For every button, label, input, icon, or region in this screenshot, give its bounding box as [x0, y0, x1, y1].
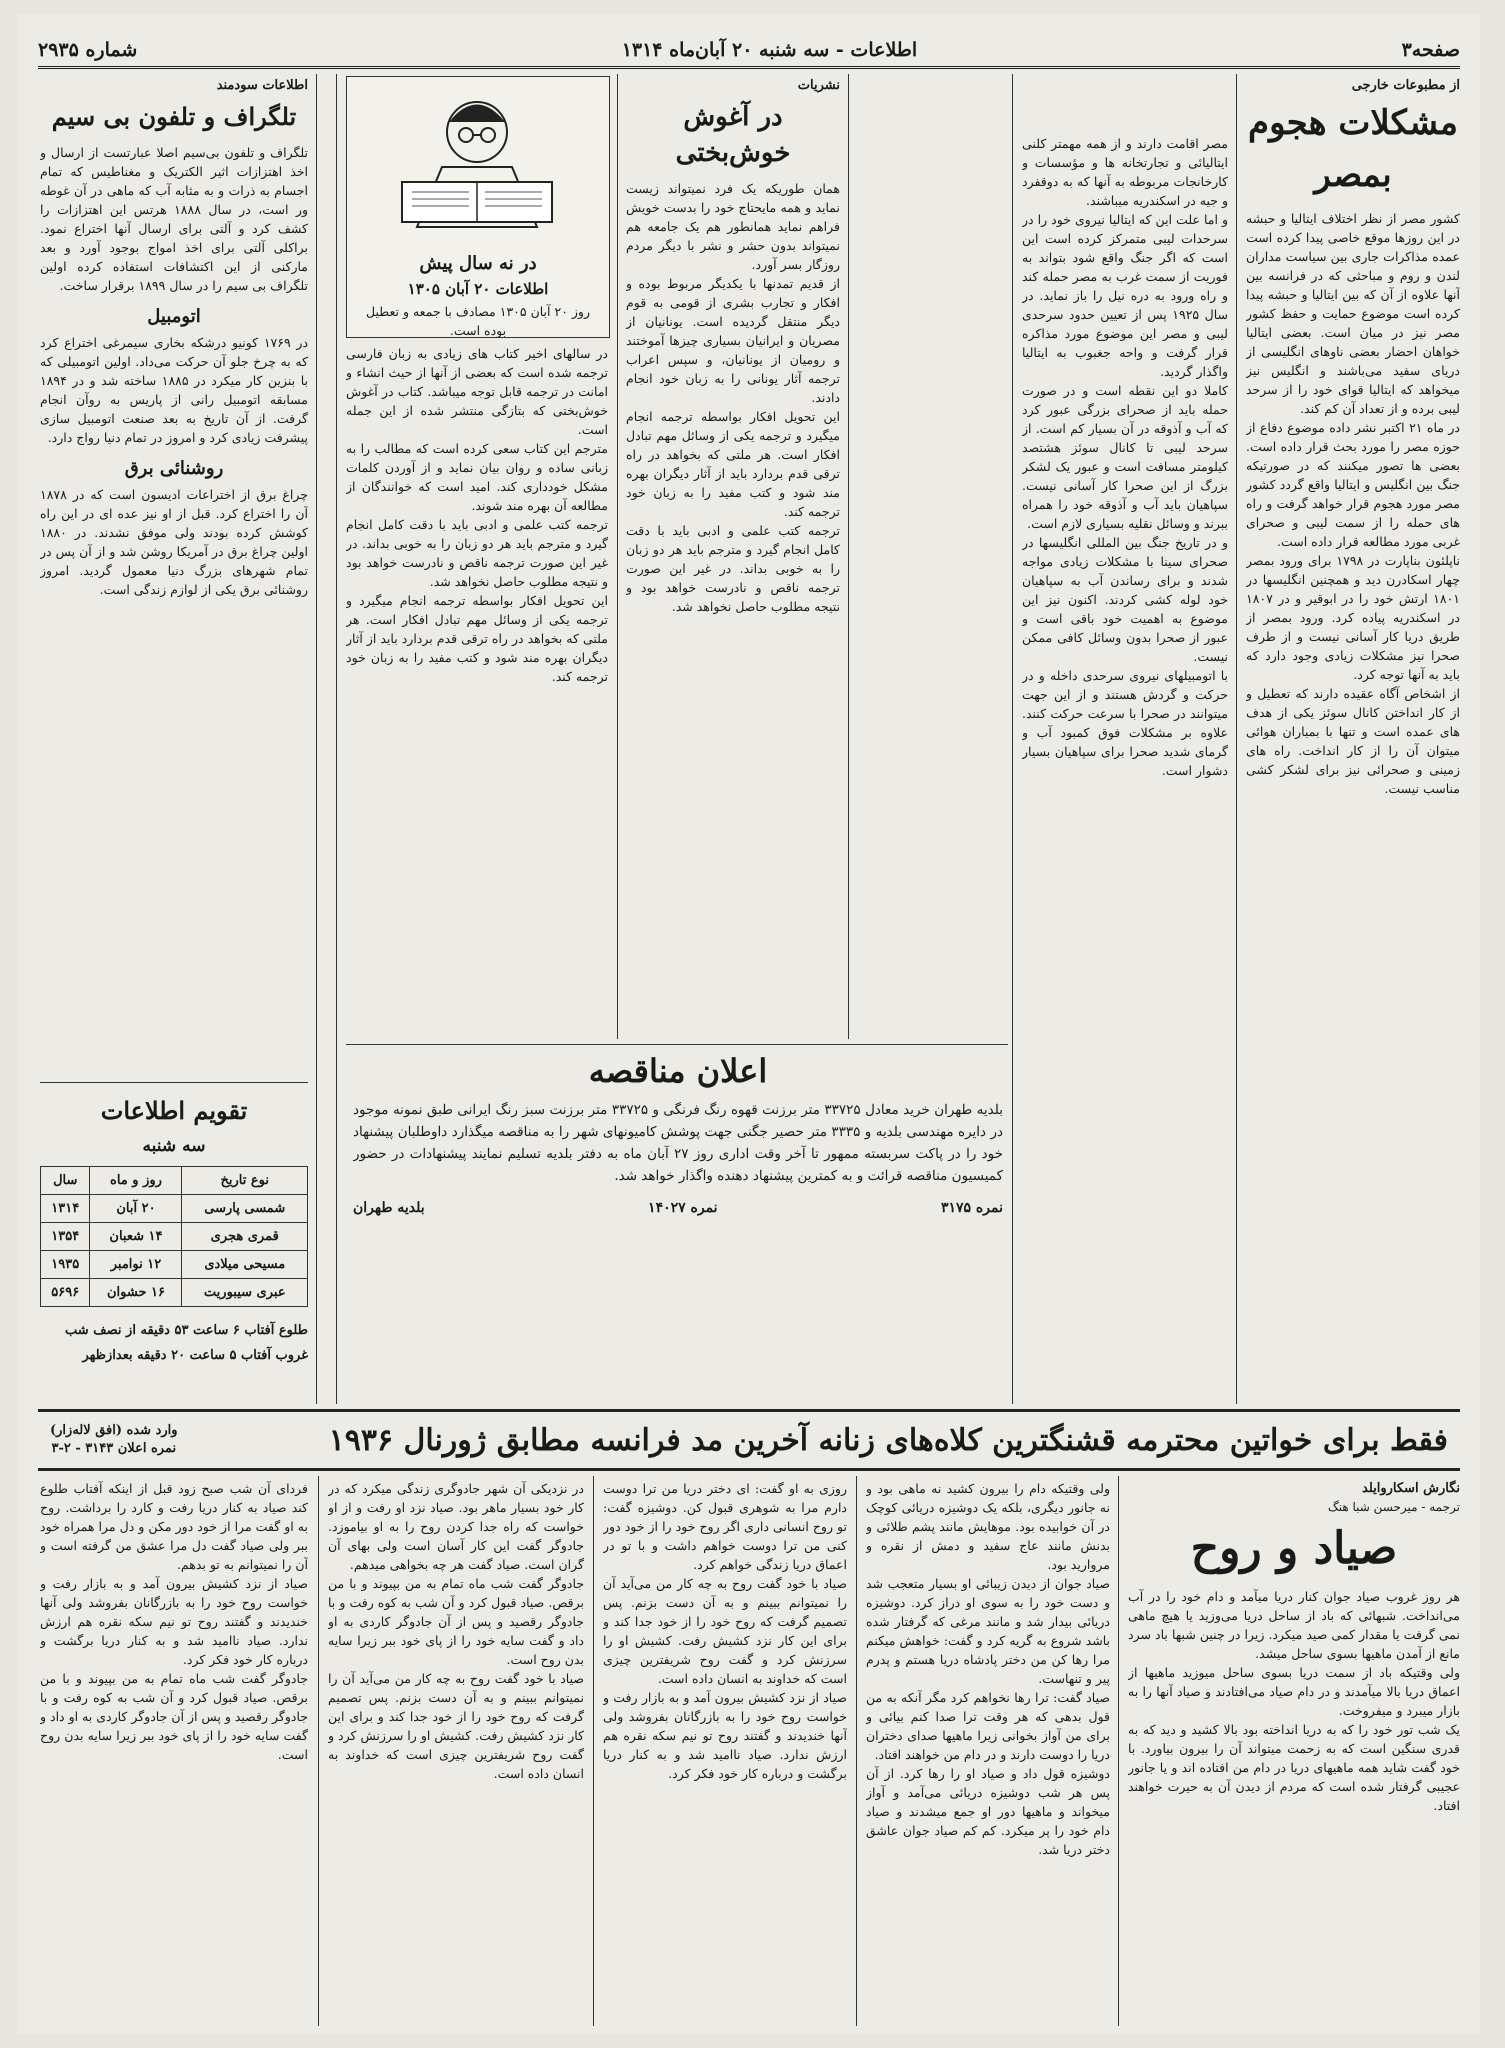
calendar-cell: ۱۶ حشوان [90, 1279, 182, 1307]
column-divider [593, 1476, 594, 2026]
notice-ref: نمره ۱۴۰۲۷ [648, 1200, 718, 1216]
calendar-box [40, 1089, 308, 1401]
article-paragraph: ولی وقتیکه دام را بیرون کشید نه ماهی بود و نه جانور دیگری، بلکه یک دوشیزه دریائی کوچک در آن خوابیده بود. موهایش مانند پشم طلائی و بدنش مانند عاج سفید و دمش از نقره و مروارید بود. [866, 1481, 1110, 1572]
divider [40, 1082, 308, 1083]
story-column [328, 1479, 584, 2024]
article-paragraph: جادوگر گفت شب ماه تمام به من بپیوند و با من برقص. صیاد قبول کرد و آن شب به کوه رفت و با جادوگر رقصید و پس از آن جادوگر کاردی به او داد و گفت سایه خود را از پای خود ببر زیرا سایه بدن روح است. [40, 1671, 308, 1762]
article-paragraph: این تحویل افکار بواسطه ترجمه انجام میگیرد و ترجمه یکی از وسائل مهم تبادل افکار است. هر ملتی که بخواهد در راه ترقی قدم بردارد باید از آثار دیگران بهره مند شود و کتب مفید را به زبان خود ترجمه کند. [626, 409, 840, 519]
article-paragraph: و اما علت این که ایتالیا نیروی خود را در سرحدات لیبی متمرکز کرده است این است که اگر جنگ واقع شود بتواند به فوریت از سمت غرب به مصر حمله کند و راه ورود به دره نیل را باز نماید. در سال ۱۹۲۵ پس از تعیین حدود سرحدی لیبی و مصر این موضوع مورد مذاکره قرار گرفت و واحه جغبوب به ایتالیا واگذار گردید. [1022, 212, 1228, 379]
calendar-table [40, 1166, 308, 1307]
column-divider [848, 74, 849, 1039]
article-paragraph: هر روز غروب صیاد جوان کنار دریا میآمد و دام خود را در آب می‌انداخت. شبهائی که باد از ساحل دریا می‌وزید یا هیچ ماهی نمی گرفت یا مقدار کمی صید میکرد. زیرا در چنین شبها باد سرد مانع از آمدن ماهیها بسوی ساحل میشد. [1128, 1589, 1460, 1661]
article-paragraph: ولی وقتیکه باد از سمت دریا بسوی ساحل میوزید ماهیها از اعماق دریا بالا میآمدند و در دام صیاد می‌افتادند و صیاد آنها را به بازار میبرد و میفروخت. [1128, 1665, 1460, 1718]
tender-notice [353, 1049, 1003, 1399]
banner-ref: نمره اعلان ۳۱۴۳ - ۲-۳ [51, 1441, 177, 1456]
article-paragraph: کاملا دو این نقطه است و در صورت حمله باید از صحرای بزرگی عبور کرد که آب و آذوقه در آن بسیار کم است. از سرحد لیبی تا کانال سوئز هشتصد کیلومتر مسافت است و عبور یک لشکر بزرگ از این صحرا کار آسانی نیست. سپاهیان باید آب و آذوقه خود را همراه ببرند و وسائل نقلیه بسیاری لازم است. [1022, 383, 1228, 531]
article-paragraph: ترجمه کتب علمی و ادبی باید با دقت کامل انجام گیرد و مترجم باید هر دو زبان را به خوبی بداند. در غیر این صورت ترجمه ناقص و نادرست خواهد بود و نتیجه مطلوب حاصل نخواهد شد. [626, 523, 840, 614]
notice-ref: نمره ۳۱۷۵ [940, 1200, 1003, 1216]
calendar-cell: ۱۴ شعبان [90, 1223, 182, 1251]
calendar-weekday: سه شنبه [142, 1136, 206, 1156]
table-row [41, 1251, 308, 1279]
article-paragraph: از قدیم تمدنها با یکدیگر مربوط بوده و افکار و تجارب بشری از قومی به قوم دیگر منتقل گردیده است. یونانیان از مصریان و ایرانیان بسیاری چیزها آموختند و رومیان از یونانیان، و سپس اعراب ترجمه آثار یونانی را به زبان خود انجام دادند. [626, 276, 840, 405]
section-kicker: از مطبوعات خارجی [1351, 78, 1460, 93]
column-divider [1118, 1476, 1119, 2026]
article-paragraph: کشور مصر از نظر اختلاف ایتالیا و حبشه در این روزها موقع خاصی پیدا کرده است عمده مذاکرات جاری بین سیاست مداران لندن و روم و مباحثی که در فرانسه بین آنها علاوه از آن که بین ایتالیا و حبشه پیدا کرده است موضوع حمایت و حفظ کشور مصر نیز در میان است. بعضی ایتالیا خواهان احضار بعضی ناوهای انگلیسی از دریای سفید می‌باشند و انگلیس نیز میخواهد که ایتالیا قوای خود را از سرحد لیبی برده و از تعداد آن کم کند. [1246, 211, 1460, 416]
article-paragraph: در سالهای اخیر کتاب های زیادی به زبان فارسی ترجمه شده است که بعضی از آنها از حیث انشاء و امانت در ترجمه قابل توجه میباشد. کتاب در آغوش خوش‌بختی که بتازگی منتشر شده از این جمله است. [346, 346, 608, 437]
box-title: در نه سال پیش [419, 253, 537, 274]
sunset-time: غروب آفتاب ۵ ساعت ۲۰ دقیقه بعدازظهر [82, 1348, 308, 1363]
calendar-cell: عبری سیبوریت [182, 1279, 308, 1307]
box-text: روز ۲۰ آبان ۱۳۰۵ مصادف با جمعه و تعطیل بوده است. [365, 304, 591, 338]
calendar-cell: مسیحی میلادی [182, 1251, 308, 1279]
issue-number: شماره ۲۹۳۵ [38, 39, 138, 61]
article-paragraph: مصر اقامت دارند و از همه مهمتر کلنی ایتالیائی و تجارتخانه ها و مؤسسات و کارخانجات مربوطه به آنها که به دوقفرد و جیه در اسکندریه میباشند. [1022, 136, 1228, 208]
banner-title: فقط برای خواتین محترمه قشنگترین کلاه‌های زنانه آخرین مد فرانسه مطابق ژورنال ۱۹۳۶ [328, 1422, 1448, 1458]
foreign-press-column [1246, 76, 1460, 1401]
column-divider [1012, 74, 1013, 1404]
page-label: صفحه۳ [1401, 39, 1460, 61]
notice-title: اعلان مناقصه [588, 1052, 768, 1090]
masthead-title: اطلاعات - سه شنبه ۲۰ آبان‌ماه ۱۳۱۴ [621, 39, 918, 61]
article-paragraph: دوشیزه قول داد و صیاد او را رها کرد. از آن پس هر شب دوشیزه دریائی می‌آمد و آواز میخواند و ماهیها دور او جمع میشدند و صیاد دام خود را پر میکرد. کم کم صیاد جوان عاشق دختر دریا شد. [866, 1766, 1110, 1857]
article-paragraph: جادوگر گفت شب ماه تمام به من بپیوند و با من برقص. صیاد قبول کرد و آن شب به کوه رفت و با جادوگر رقصید و پس از آن جادوگر کاردی به او داد و گفت سایه خود را از پای خود ببر زیرا سایه بدن روح است. [328, 1576, 584, 1667]
serial-column [626, 76, 840, 1036]
column-divider [617, 74, 618, 1039]
column-divider [1236, 74, 1237, 1404]
foreign-press-continued [1022, 134, 1228, 1399]
box-subtitle: اطلاعات ۲۰ آبان ۱۳۰۵ [407, 280, 549, 298]
table-row [41, 1223, 308, 1251]
sunrise-time: طلوع آفتاب ۶ ساعت ۵۳ دقیقه از نصف شب [65, 1323, 308, 1338]
article-headline: تلگراف و تلفون بی سیم [51, 102, 297, 131]
hat-advertisement-banner [38, 1409, 1460, 1471]
article-paragraph: صیاد با خود گفت روح به چه کار من می‌آید آن را نمیتوانم ببینم و به آن دست بزنم. پس تصمیم گرفت که روح خود را از خود جدا کند و برای این کار نزد کشیش رفت. کشیش او را سرزنش کرد و گفت روح شریفترین چیزی است که خداوند به انسان داده است. [328, 1671, 584, 1781]
article-headline: مشکلات هجوم بمصر [1248, 103, 1458, 195]
article-paragraph: از اشخاص آگاه عقیده دارند که تعطیل و از کار انداختن کانال سوئز یکی از هدف های عمده است و تنها با بمباران هوائی میتوان آن را از کار انداخت. راه های زمینی و صحرائی نیز برای لشکر کشی مناسب نیست. [1246, 686, 1460, 796]
article-paragraph: صیاد گفت: ترا رها نخواهم کرد مگر آنکه به من قول بدهی که هر وقت ترا صدا کنم بیائی و برای من آواز بخوانی زیرا ماهیها صدای دختران دریا را دوست دارند و در دام من خواهند افتاد. [866, 1690, 1110, 1762]
article-paragraph: صیاد با خود گفت روح به چه کار من می‌آید آن را نمیتوانم ببینم و به آن دست بزنم. پس تصمیم گرفت که روح خود را از خود جدا کند و برای این کار نزد کشیش رفت. کشیش او را سرزنش کرد و گفت روح شریفترین چیزی است که خداوند به انسان داده است. [603, 1576, 847, 1686]
nine-years-box [346, 76, 610, 338]
calendar-header: سال [41, 1167, 90, 1195]
calendar-cell: قمری هجری [182, 1223, 308, 1251]
story-translator: ترجمه - میرحسن شبا هنگ [1327, 1500, 1460, 1514]
article-paragraph: ناپلئون بناپارت در ۱۷۹۸ برای ورود بمصر چهار اسکادرن دید و همچنین انگلیسها در ۱۸۰۱ ارتش خود را در ابوقیر و در ۱۸۰۷ در اسکندریه پیاده کرد. ورود بمصر از طریق دریا کار آسانی نیست و از طرف صحرا نیز مشکلات زیادی وجود دارد که باید به آنها توجه کرد. [1246, 553, 1460, 682]
article-paragraph: فردای آن شب صبح زود قبل از اینکه آفتاب طلوع کند صیاد به کنار دریا رفت و کارد را برداشت. روح به او گفت مرا از خود دور مکن و دل مرا همراه خود ببر ولی صیاد گفت دل مرا عشق من گرفته است و آن را نمیتوانم به تو بدهم. [40, 1481, 308, 1572]
article-paragraph: و در تاریخ جنگ بین المللی انگلیسها در صحرای سینا با مشکلات زیادی مواجه شدند و برای رساندن آب به سپاهیان خود لوله کشی کردند. اکنون نیز این موضوع به اهمیت خود باقی است و عبور از صحرا بدون وسائل کافی ممکن نیست. [1022, 535, 1228, 664]
article-paragraph: صیاد جوان از دیدن زیبائی او بسیار متعجب شد و دست خود را به سوی او دراز کرد. دوشیزه دریائی بیدار شد و مانند مرغی که گرفتار شده باشد شروع به گریه کرد و گفت: خواهش میکنم مرا رها کن من دختر پادشاه دریا هستم و پدرم پیر و تنهاست. [866, 1576, 1110, 1686]
calendar-cell: ۱۳۵۴ [41, 1223, 90, 1251]
calendar-header: روز و ماه [90, 1167, 182, 1195]
article-paragraph: این تحویل افکار بواسطه ترجمه انجام میگیرد و ترجمه یکی از وسائل مهم تبادل افکار است. هر ملتی که بخواهد در راه ترقی قدم بردارد باید از آثار دیگران بهره مند شود و کتب مفید را به زبان خود ترجمه کند. [346, 593, 608, 684]
masthead [38, 34, 1460, 69]
article-paragraph: در ۱۷۶۹ کونیو درشکه بخاری سیمرغی اختراع کرد که به چرخ جلو آن حرکت می‌داد. اولین اتومبیلی که با بنزین کار میکرد در ۱۸۸۵ ساخته شد و در ۱۸۹۴ مسابقه اتومبیل رانی از پاریس به روآن انجام گرفت. از آن تاریخ به بعد صنعت اتومبیل سازی پیشرفت زیادی کرد و امروز در تمام دنیا رواج دارد. [40, 335, 308, 445]
article-paragraph: با اتومبیلهای نیروی سرحدی داخله و در حرکت و گردش هستند و از این جهت میتوانند در صحرا با سرعت حرکت کنند. علاوه بر مشکلات فوق کمبود آب و گرمای شدید صحرا برای سپاهیان بسیار دشوار است. [1022, 668, 1228, 778]
column-divider [316, 74, 317, 1404]
article-paragraph: روزی به او گفت: ای دختر دریا من ترا دوست دارم مرا به شوهری قبول کن. دوشیزه گفت: تو روح انسانی داری اگر روح خود را از خود دور کنی من ترا دوست خواهم داشت و با تو در اعماق دریا زندگی خواهم کرد. [603, 1481, 847, 1572]
article-paragraph: مترجم این کتاب سعی کرده است که مطالب را به زبانی ساده و روان بیان نماید و از آوردن کلمات مشکل خودداری کند. امید است که خوانندگان از مطالعه آن بهره مند شوند. [346, 441, 608, 513]
section-kicker: اطلاعات سودمند [216, 78, 308, 93]
table-row [41, 1195, 308, 1223]
notice-body: بلدیه طهران خرید معادل ۳۳۷۲۵ متر برزنت قهوه رنگ فرنگی و ۳۳۷۲۵ متر برزنت سبز رنگ ایرانی طبق نمونه موجود در دایره مهندسی بلدیه و ۳۳۳۵ متر حصیر جگنی جهت پوشش کامیونهای شهر را به مناقصه میگذارد داوطلبان پیشنهاد خود را در پاکت سربسته ممهور تا آخر وقت اداری روز ۲۷ آبان ماه به دفتر بلدیه تسلیم نمایند پیشنهادات در حضور کمیسیون مناقصه قرائت و به کمترین پیشنهاد دهنده واگذار خواهد شد. [353, 1102, 1003, 1184]
story-column [866, 1479, 1110, 2024]
story-author: نگارش اسکاروایلد [1362, 1481, 1460, 1496]
article-paragraph: صیاد از نزد کشیش بیرون آمد و به بازار رفت و خواست روح خود را به بازرگانان بفروشد ولی آنها خندیدند و گفتند روح تو نیم سکه نقره هم ارزش ندارد. صیاد ناامید شد و به کنار دریا برگشت و درباره کار خود فکر کرد. [40, 1576, 308, 1667]
calendar-cell: ۱۲ نوامبر [90, 1251, 182, 1279]
calendar-title: تقویم اطلاعات [100, 1096, 248, 1125]
story-title: صیاد و روح [1190, 1523, 1398, 1574]
calendar-cell: ۱۳۱۴ [41, 1195, 90, 1223]
calendar-cell: ۲۰ آبان [90, 1195, 182, 1223]
calendar-cell: ۱۹۳۵ [41, 1251, 90, 1279]
column-divider [856, 1476, 857, 2026]
calendar-cell: شمسی پارسی [182, 1195, 308, 1223]
column-divider [336, 74, 337, 1404]
story-column [603, 1479, 847, 2024]
story-column [1128, 1479, 1460, 2024]
article-paragraph: ترجمه کتب علمی و ادبی باید با دقت کامل انجام گیرد و مترجم باید هر دو زبان را به خوبی بداند. در غیر این صورت ترجمه ناقص و نادرست خواهد بود و نتیجه مطلوب حاصل نخواهد شد. [346, 517, 608, 589]
notice-signature: بلدیه طهران [353, 1200, 425, 1216]
column-divider [318, 1476, 319, 2026]
banner-location: وارد شده (افق لاله‌زار) [50, 1423, 178, 1438]
serial-continued [346, 344, 608, 1034]
article-paragraph: یک شب تور خود را که به دریا انداخته بود بالا کشید و دید که به قدری سنگین است که به زحمت میتواند آن را بیرون بیاورد. با خود گفت شاید همه ماهیهای دریا در دام من افتاده اند و یا جانور عجیبی گرفتار شده است که مردم از دیدن آن به حیرت خواهند افتاد. [1128, 1722, 1460, 1813]
subheading: روشنائی برق [124, 458, 224, 479]
story-column [40, 1479, 308, 2024]
calendar-header: نوع تاریخ [182, 1167, 308, 1195]
article-paragraph: تلگراف و تلفون بی‌سیم اصلا عبارتست از ارسال و اخذ اهتزازات اثیر الکتریک و مغناطیس که تمام اجسام به ذرات و به مثابه آب که ماهی در آن غوطه ور است، در سال ۱۸۸۸ هرتس این اهتزازات را کشف کرد و آلتی برای ارسال آنها اختراع نمود. براکلی آلتی برای اخذ امواج بوجود آورد و بعد مارکنی از این اکتشافات استفاده کرده اولین تلگراف بی سیم را در سال ۱۸۹۹ برقرار ساخت. [40, 145, 308, 293]
article-paragraph: صیاد از نزد کشیش بیرون آمد و به بازار رفت و خواست روح خود را به بازرگانان بفروشد ولی آنها خندیدند و گفتند روح تو نیم سکه نقره هم ارزش ندارد. صیاد ناامید شد و به کنار دریا برگشت و درباره کار خود فکر کرد. [603, 1690, 847, 1781]
article-paragraph: همان طوریکه یک فرد نمیتواند زیست نماید و همه مایحتاج خود را بدست خویش فراهم نماید همانطور هم یک جامعه هم نمیتواند بدون حشر و نشر با دیگر مردم روزگار بسر آورد. [626, 181, 840, 272]
banner-side [50, 1422, 178, 1458]
calendar-cell: ۵۶۹۶ [41, 1279, 90, 1307]
article-paragraph: چراغ برق از اختراعات ادیسون است که در ۱۸۷۸ آن را اختراع کرد. قبل از او نیز عده ای در این راه کوشش کرده بودند ولی موفق نشدند. در ۱۸۸۰ اولین چراغ برق در آمریکا روشن شد و از آن پس در تمام شهرهای بزرگ دنیا معمول گردید. امروز روشنائی برق یکی از لوازم زندگی است. [40, 487, 308, 597]
section-kicker: نشریات [797, 78, 840, 93]
divider [346, 1044, 1008, 1045]
article-headline: در آغوش خوش‌بختی [675, 102, 791, 168]
article-paragraph: در نزدیکی آن شهر جادوگری زندگی میکرد که در کار خود بسیار ماهر بود. صیاد نزد او رفت و از او خواست که راه جدا کردن روح را به او بیاموزد. جادوگر گفت این کار آسان است ولی بهای آن گران است. صیاد گفت هر چه بخواهی میدهم. [328, 1481, 584, 1572]
useful-info-column [40, 76, 308, 1076]
subheading: اتومبیل [147, 306, 201, 327]
newspaper-page [18, 14, 1480, 2034]
article-paragraph: در ماه ۲۱ اکتبر نشر داده موضوع دفاع از حوزه مصر را مورد بحث قرار داده است. بعضی ها تصور میکنند که در صورتیکه جنگ بین انگلیس و ایتالیا واقع گردد کشور مصر مورد هجوم قرار خواهد گرفت و راه های حمله را از سمت لیبی و صحرای غربی مورد مطالعه قرار داده است. [1246, 420, 1460, 549]
reader-illustration [347, 77, 609, 242]
table-row [41, 1279, 308, 1307]
